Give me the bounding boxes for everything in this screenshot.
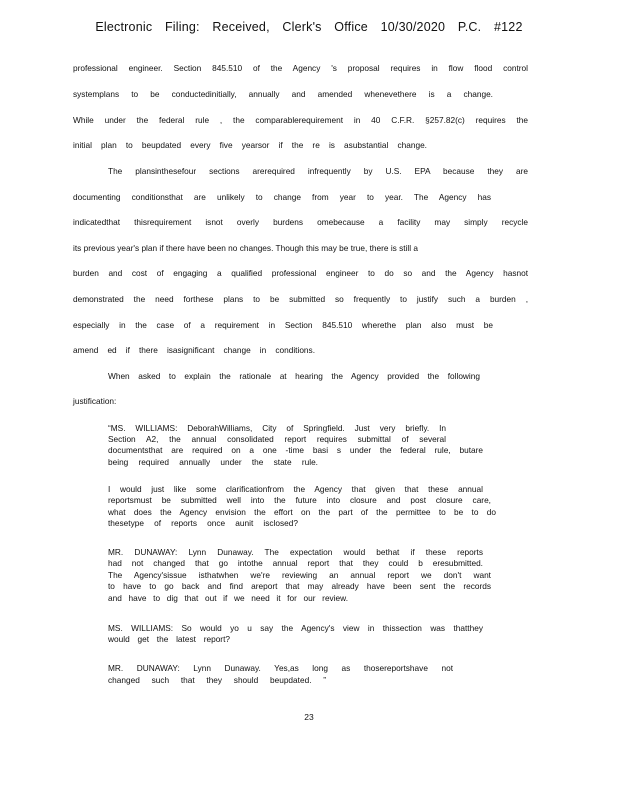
body-line: While under the federal rule , the comparablerequirement in 40 C.F.R. §257.82(c) requires the [73,115,528,125]
body-line: professional engineer. Section 845.510 of the Agency 's proposal requires in flow flood control [73,63,528,73]
quote-line: MR. DUNAWAY: Lynn Dunaway. The expectation would bethat if these reports [108,547,483,557]
quote-line: what does the Agency envision the effort on the part of the permittee to be to do [108,507,496,517]
quote-line: reportsmust be submitted well into the future into closure and post closure care, [108,495,491,505]
body-line: initial plan to beupdated every five yearsor if the re is asubstantial change. [73,140,427,150]
body-line: documenting conditionsthat are unlikely to change from year to year. The Agency has [73,192,491,202]
quote-line: The Agency'sissue isthatwhen we're reviewing an annual report we don't want [108,570,491,580]
quote-line: to have to go back and find areport that may already have been sent the records [108,581,491,591]
quote-line: MR. DUNAWAY: Lynn Dunaway. Yes,as long as thosereportshave not [108,663,453,673]
quote-line: MS. WILLIAMS: So would yo u say the Agency's view in thissection was thatthey [108,623,483,633]
body-line: demonstrated the need forthese plans to be submitted so frequently to justify such a burden , [73,294,528,304]
body-line: its previous year's plan if there have been no changes. Though this may be true, there is still a [73,243,419,253]
quote-line: I would just like some clarificationfrom the Agency that given that these annual [108,484,483,494]
body-line: systemplans to be conductedinitially, annually and amended whenevethere is a change. [73,89,493,99]
quote-line: being required annually under the state rule. [108,457,318,467]
body-line: especially in the case of a requirement in Section 845.510 wherethe plan also must be [73,320,493,330]
body-line: The plansinthesefour sections arerequired infrequently by U.S. EPA because they are [108,166,528,176]
quote-line: changed such that they should beupdated. ” [108,675,326,685]
body-line: indicatedthat thisrequirement isnot overly burdens omebecause a facility may simply recycle [73,217,528,227]
quote-line: would get the latest report? [108,634,230,644]
body-line: burden and cost of engaging a qualified professional engineer to do so and the Agency hasnot [73,268,528,278]
body-line: amend ed if there isasignificant change in conditions. [73,345,315,355]
quote-line: and have to dig that out if we need it for our review. [108,593,348,603]
filing-header: Electronic Filing: Received, Clerk's Office 10/30/2020 P.C. #122 [95,20,523,34]
body-line: justification: [73,396,117,406]
quote-line: documentsthat are required on a one -time basi s under the federal rule, butare [108,445,483,455]
quote-line: “MS. WILLIAMS: DeborahWilliams, City of Springfield. Just very briefly. In [108,423,446,433]
body-line: When asked to explain the rationale at hearing the Agency provided the following [108,371,480,381]
quote-line: Section A2, the annual consolidated report requires submittal of several [108,434,446,444]
quote-line: thesetype of reports once aunit isclosed? [108,518,298,528]
page-number: 23 [304,712,314,722]
quote-line: had not changed that go intothe annual report that they could b eresubmitted. [108,558,483,568]
